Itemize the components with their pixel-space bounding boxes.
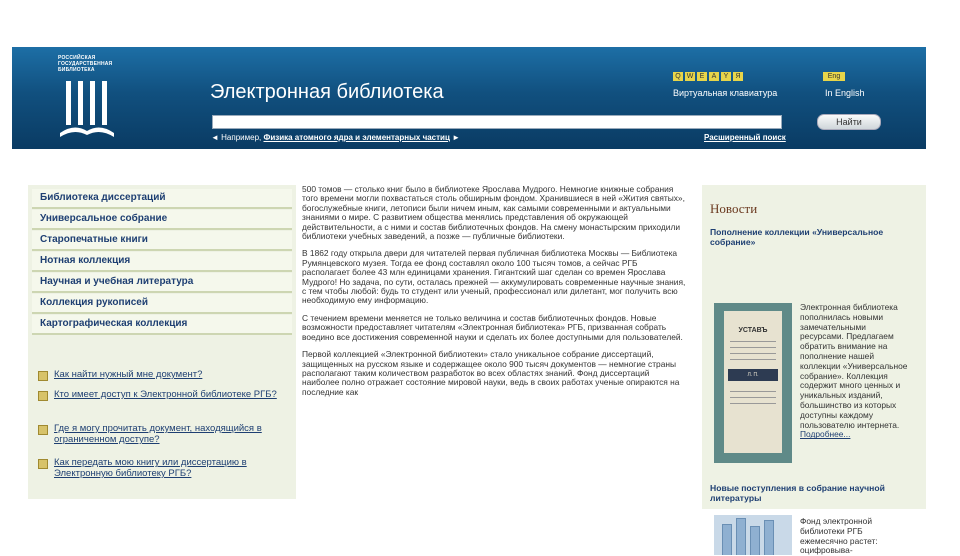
faq-link[interactable]: Как найти нужный мне документ? bbox=[54, 369, 203, 380]
document-icon bbox=[38, 391, 48, 401]
search-input[interactable] bbox=[212, 115, 782, 129]
english-link[interactable]: In English bbox=[825, 88, 865, 98]
news-panel bbox=[702, 185, 926, 556]
example-link[interactable]: Физика атомного ядра и элементарных частиц bbox=[263, 133, 450, 142]
book-page bbox=[724, 311, 782, 453]
vial-shape bbox=[736, 518, 746, 555]
lab-vials-image[interactable] bbox=[714, 515, 792, 555]
example-prefix[interactable]: ◄ Например, bbox=[211, 133, 262, 142]
news-text bbox=[800, 303, 912, 440]
document-icon bbox=[38, 371, 48, 381]
search-button[interactable]: Найти bbox=[817, 114, 881, 130]
more-link[interactable]: Подробнее... bbox=[800, 429, 851, 440]
news-heading-link[interactable]: Новые поступления в собрание научной литературы bbox=[710, 483, 885, 503]
book-plate: Л. П. ГОЛОВИНСКИЙ bbox=[728, 369, 778, 381]
book-line bbox=[730, 359, 776, 360]
sidebar-item-universal[interactable] bbox=[32, 210, 292, 230]
keyboard-key[interactable]: Y bbox=[721, 72, 731, 81]
article-paragraph: 500 томов — столько книг было в библиотеке Ярослава Мудрого. Немногие книжные собрания того времени могли похвастаться столь обширным фондом. Хранившиеся в ней «Жития святых», богослужебные книги, летописи были ничем иным, как самыми современными и актуальными знаниями о мире. С развитием общества менялись представления об окружающей действительности, а с ними и состав библиотечных фондов. На смену монастырским приходили библиотеки учебных заведений, а позже — публичные библиотеки. bbox=[302, 184, 685, 242]
book-line bbox=[730, 397, 776, 398]
sidebar-item-music[interactable] bbox=[32, 252, 292, 272]
keyboard-key[interactable]: W bbox=[686, 73, 694, 80]
english-button[interactable]: Eng bbox=[823, 72, 845, 81]
sidebar bbox=[28, 185, 296, 499]
sidebar-item-manuscripts[interactable] bbox=[32, 294, 292, 314]
rgb-logo[interactable] bbox=[58, 55, 116, 141]
sidebar-item-label: Старопечатные книги bbox=[40, 234, 148, 245]
sidebar-item-cartographic[interactable] bbox=[32, 315, 292, 335]
faq-link[interactable]: Где я могу прочитать документ, находящийся в ограниченном доступе? bbox=[54, 423, 262, 445]
book-line bbox=[730, 391, 776, 392]
book-cover-image[interactable] bbox=[714, 303, 792, 463]
sidebar-item-scientific[interactable] bbox=[32, 273, 292, 293]
document-icon bbox=[38, 425, 48, 435]
faq-link[interactable]: Как передать мою книгу или диссертацию в Электронную библиотеку РГБ? bbox=[54, 457, 247, 479]
vial-shape bbox=[750, 526, 760, 555]
vial-shape bbox=[722, 524, 732, 555]
book-line bbox=[730, 347, 776, 348]
header bbox=[12, 47, 926, 149]
search-example bbox=[211, 133, 460, 142]
sidebar-item-label: Коллекция рукописей bbox=[40, 297, 148, 308]
virtual-keyboard-keys[interactable] bbox=[673, 72, 743, 81]
document-icon bbox=[38, 459, 48, 469]
library-columns-icon bbox=[58, 55, 116, 141]
vial-shape bbox=[764, 520, 774, 555]
news-title: Новости bbox=[710, 201, 758, 216]
site-title: Электронная библиотека bbox=[210, 81, 444, 103]
book-line bbox=[730, 341, 776, 342]
sidebar-item-label: Библиотека диссертаций bbox=[40, 192, 166, 203]
sidebar-item-label: Универсальное собрание bbox=[40, 213, 168, 224]
book-line bbox=[730, 353, 776, 354]
news-body: Электронная библиотека пополнилась новыми замечательными ресурсами. Предлагаем обратить внимание на пополнение нашей коллекции «Универсальное собрание». Коллекция содержит много ценных и уникальных изданий, большинство из которых доступны каждому пользователю интернета. bbox=[800, 302, 908, 430]
page bbox=[12, 47, 926, 556]
sidebar-item-label: Нотная коллекция bbox=[40, 255, 131, 266]
sidebar-item-dissertations[interactable] bbox=[32, 189, 292, 209]
main-article bbox=[302, 185, 687, 405]
logo-text: РОССИЙСКАЯ ГОСУДАРСТВЕННАЯ БИБЛИОТЕКА bbox=[58, 55, 113, 73]
article-paragraph: Первой коллекцией «Электронной библиотеки» стало уникальное собрание диссертаций, защищенных на русском языке и содержащее около 900 тысяч документов — немногие страны располагают таким количеством разработок во всех областях знаний. Фонд диссертаций наиболее полно отражает состояние мировой науки, ведь в своих работах ученые опираются на последние как bbox=[302, 349, 680, 397]
faq-link[interactable]: Кто имеет доступ к Электронной библиотеке РГБ? bbox=[54, 389, 277, 400]
keyboard-key[interactable]: E bbox=[697, 72, 707, 81]
book-title: УСТАВЪ bbox=[738, 327, 768, 334]
virtual-keyboard-link[interactable]: Виртуальная клавиатура bbox=[673, 88, 778, 98]
article-paragraph: В 1862 году открыла двери для читателей первая публичная библиотека Москвы — Библиотека Румянцевского музея. Тогда ее фонд составлял около 100 тысяч томов, а сейчас РГБ располагает более 43 млн единицами хранения. Гигантский шаг сделан со времен Ярослава Мудрого! Но задача, по сути, осталась прежней — аккумулировать современные научные знания, с тем чтобы любой: будь то студент или ученый, профессионал или дилетант, мог получить всю необходимую ему информацию. bbox=[302, 248, 686, 306]
keyboard-key[interactable]: Q bbox=[673, 72, 683, 81]
news-heading-link[interactable]: Пополнение коллекции «Универсальное собрание» bbox=[710, 227, 884, 247]
example-next[interactable]: ► bbox=[452, 133, 461, 142]
sidebar-item-old-printed[interactable] bbox=[32, 231, 292, 251]
article-paragraph: С течением времени меняется не только величина и состав библиотечных фондов. Новые возможности предоставляет читателям «Электронная библиотека» РГБ, призванная собрать воедино все достижения современной науки и сделать их более доступными для пользователей. bbox=[302, 312, 683, 342]
news-body: Фонд электронной библиотеки РГБ ежемесячно растет: оцифровыва- bbox=[800, 516, 878, 556]
keyboard-key[interactable]: Я bbox=[733, 72, 743, 81]
book-line bbox=[730, 403, 776, 404]
keyboard-key[interactable]: A bbox=[709, 72, 719, 81]
sidebar-item-label: Картографическая коллекция bbox=[40, 318, 188, 329]
sidebar-item-label: Научная и учебная литература bbox=[40, 276, 194, 287]
advanced-search-link[interactable]: Расширенный поиск bbox=[704, 133, 786, 142]
